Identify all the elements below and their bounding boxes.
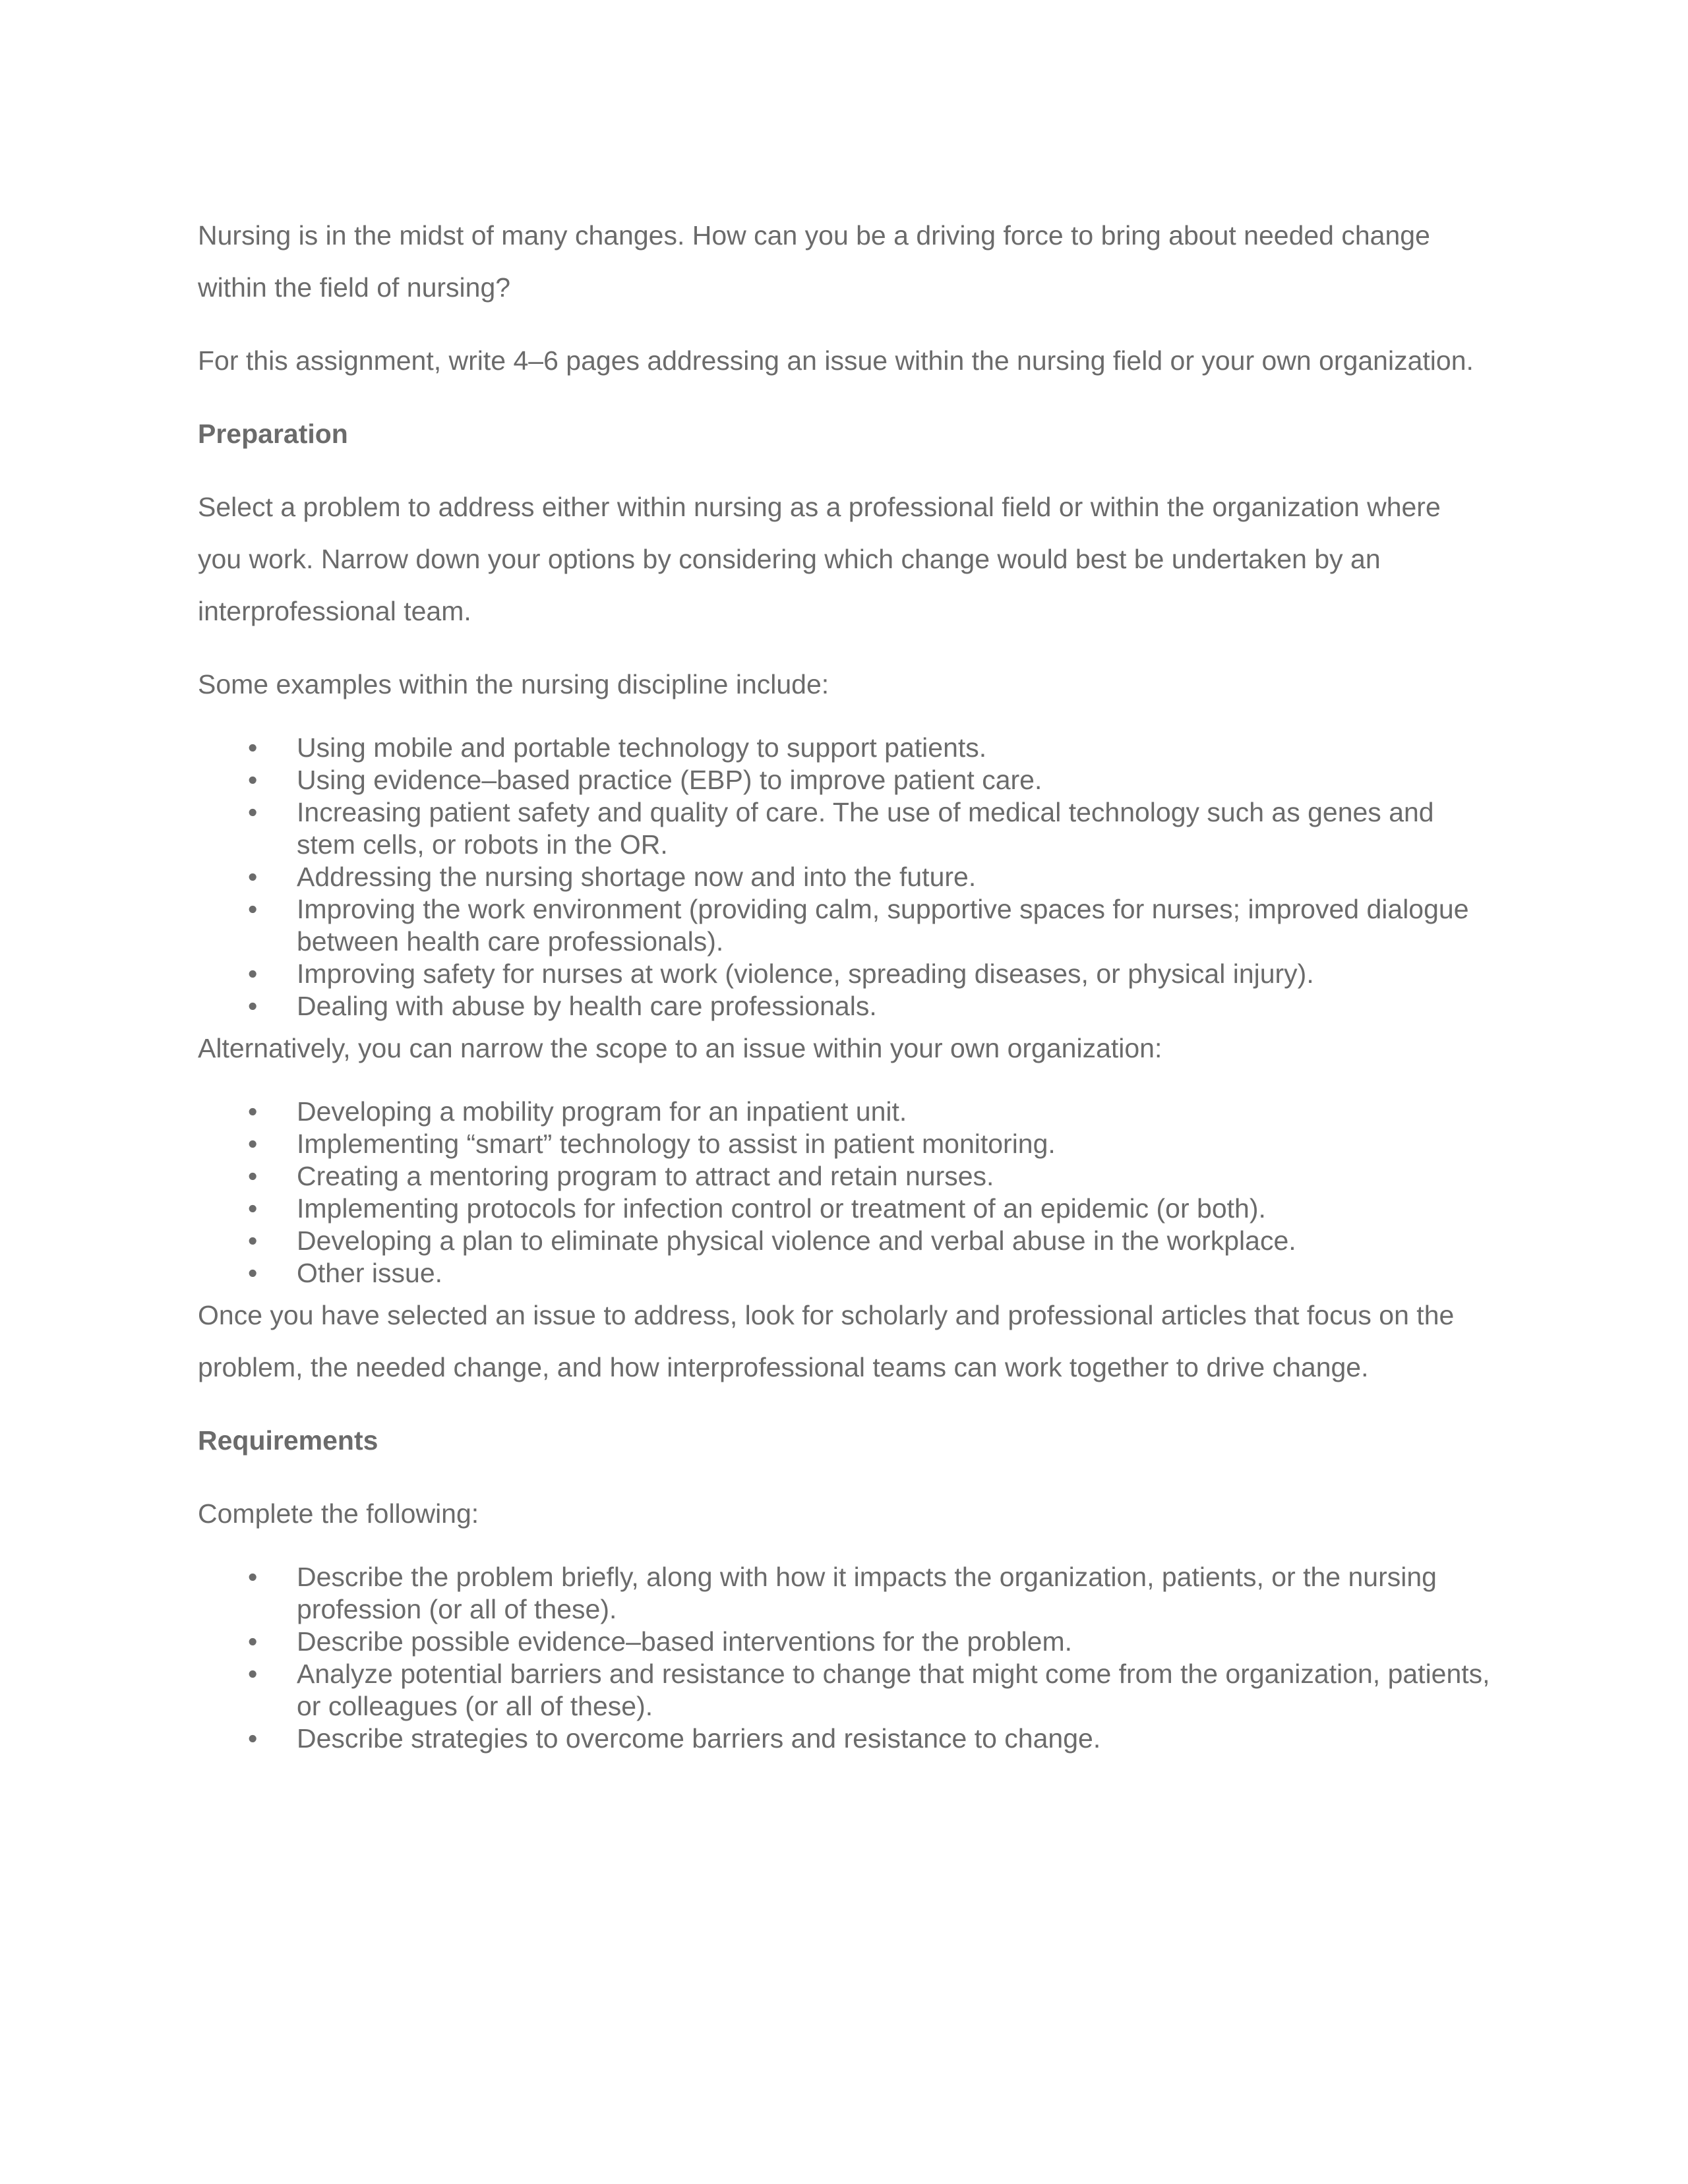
list-item: • Dealing with abuse by health care professionals. <box>248 991 877 1021</box>
list-item: • Developing a mobility program for an inpatient unit. <box>248 1096 907 1127</box>
requirements-heading: Requirements <box>198 1425 378 1456</box>
list-item: • Increasing patient safety and quality of care. The use of medical technology such as genes and stem cells, or robots in the OR. <box>248 797 1434 860</box>
list-item: • Analyze potential barriers and resistance to change that might come from the organization, patients, or colleagues (or all of these). <box>248 1659 1490 1721</box>
bullet-icon: • <box>248 1225 258 1256</box>
examples-intro: Some examples within the nursing discipline include: <box>198 669 829 699</box>
bullet-icon: • <box>248 1626 258 1657</box>
nursing-examples-list <box>198 732 1490 1022</box>
bullet-icon: • <box>248 1562 258 1592</box>
bullet-icon: • <box>248 1193 258 1224</box>
intro-paragraph-1: Nursing is in the midst of many changes. How can you be a driving force to bring about needed change within the field of nursing? <box>198 220 1430 303</box>
list-item: • Improving the work environment (providing calm, supportive spaces for nurses; improved dialogue between health care professionals). <box>248 894 1469 957</box>
closing-paragraph: Once you have selected an issue to address, look for scholarly and professional articles that focus on the problem, the needed change, and how interprofessional teams can work together to drive change. <box>198 1300 1455 1382</box>
list-item: • Describe strategies to overcome barriers and resistance to change. <box>248 1723 1101 1754</box>
bullet-icon: • <box>248 959 258 989</box>
preparation-paragraph: Select a problem to address either within nursing as a professional field or within the organization where you work. Narrow down your options by considering which change would best be undertaken by an interprofessional team. <box>198 492 1441 626</box>
bullet-icon: • <box>248 797 258 827</box>
bullet-icon: • <box>248 1258 258 1288</box>
requirements-list <box>198 1561 1490 1755</box>
bullet-icon: • <box>248 1096 258 1127</box>
requirements-intro: Complete the following: <box>198 1498 479 1529</box>
org-examples-intro: Alternatively, you can narrow the scope to an issue within your own organization: <box>198 1033 1162 1063</box>
preparation-heading: Preparation <box>198 419 348 449</box>
bullet-icon: • <box>248 732 258 763</box>
bullet-icon: • <box>248 862 258 892</box>
bullet-icon: • <box>248 894 258 924</box>
list-item: • Implementing protocols for infection control or treatment of an epidemic (or both). <box>248 1193 1266 1224</box>
bullet-icon: • <box>248 1129 258 1159</box>
list-item: • Other issue. <box>248 1258 443 1288</box>
list-item: • Improving safety for nurses at work (violence, spreading diseases, or physical injury). <box>248 959 1314 989</box>
bullet-icon: • <box>248 1723 258 1754</box>
list-item: • Using mobile and portable technology to support patients. <box>248 732 987 763</box>
list-item: • Addressing the nursing shortage now and into the future. <box>248 862 977 892</box>
list-item: • Describe the problem briefly, along with how it impacts the organization, patients, or the nursing profession (or all of these). <box>248 1562 1437 1624</box>
org-examples-list <box>198 1096 1490 1289</box>
list-item: • Implementing “smart” technology to assist in patient monitoring. <box>248 1129 1056 1159</box>
list-item: • Describe possible evidence–based interventions for the problem. <box>248 1626 1073 1657</box>
list-item: • Using evidence–based practice (EBP) to improve patient care. <box>248 765 1042 795</box>
bullet-icon: • <box>248 765 258 795</box>
list-item: • Creating a mentoring program to attract and retain nurses. <box>248 1161 994 1191</box>
document-page <box>198 210 1490 1755</box>
bullet-icon: • <box>248 1659 258 1689</box>
list-item: • Developing a plan to eliminate physical violence and verbal abuse in the workplace. <box>248 1225 1296 1256</box>
intro-paragraph-2: For this assignment, write 4–6 pages addressing an issue within the nursing field or your own organization. <box>198 345 1474 376</box>
bullet-icon: • <box>248 991 258 1021</box>
bullet-icon: • <box>248 1161 258 1191</box>
